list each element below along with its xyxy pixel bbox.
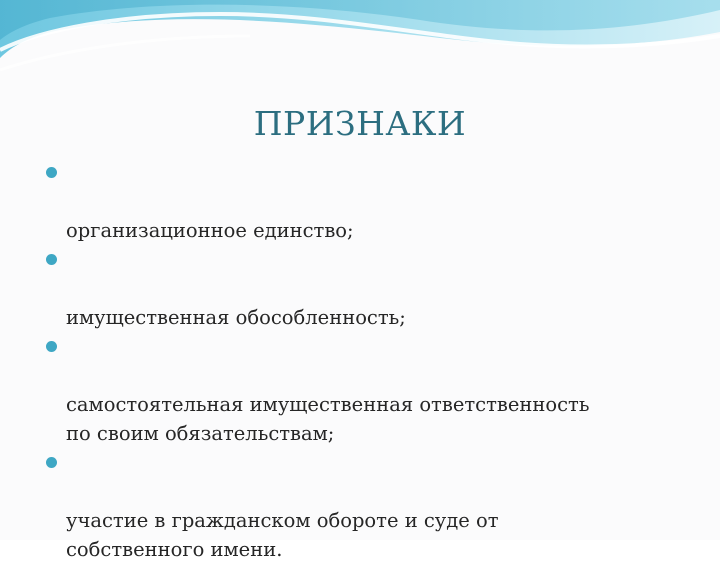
list-item-text: самостоятельная имущественная ответственность по своим обязательствам; — [66, 393, 590, 445]
bullet-dot-icon — [46, 457, 57, 468]
bullet-dot-icon — [46, 167, 57, 178]
list-item-text: имущественная обособленность; — [66, 306, 406, 329]
bullet-dot-icon — [46, 254, 57, 265]
list-item — [46, 245, 706, 332]
header-wave-decoration — [0, 0, 720, 90]
slide-title: ПРИЗНАКИ — [253, 104, 467, 143]
bullet-list — [46, 158, 706, 564]
list-item — [46, 332, 706, 448]
list-item-text: организационное единство; — [66, 219, 354, 242]
list-item — [46, 158, 706, 245]
list-item — [46, 448, 706, 564]
list-item-text: участие в гражданском обороте и суде от собственного имени. — [66, 509, 499, 561]
bullet-dot-icon — [46, 341, 57, 352]
